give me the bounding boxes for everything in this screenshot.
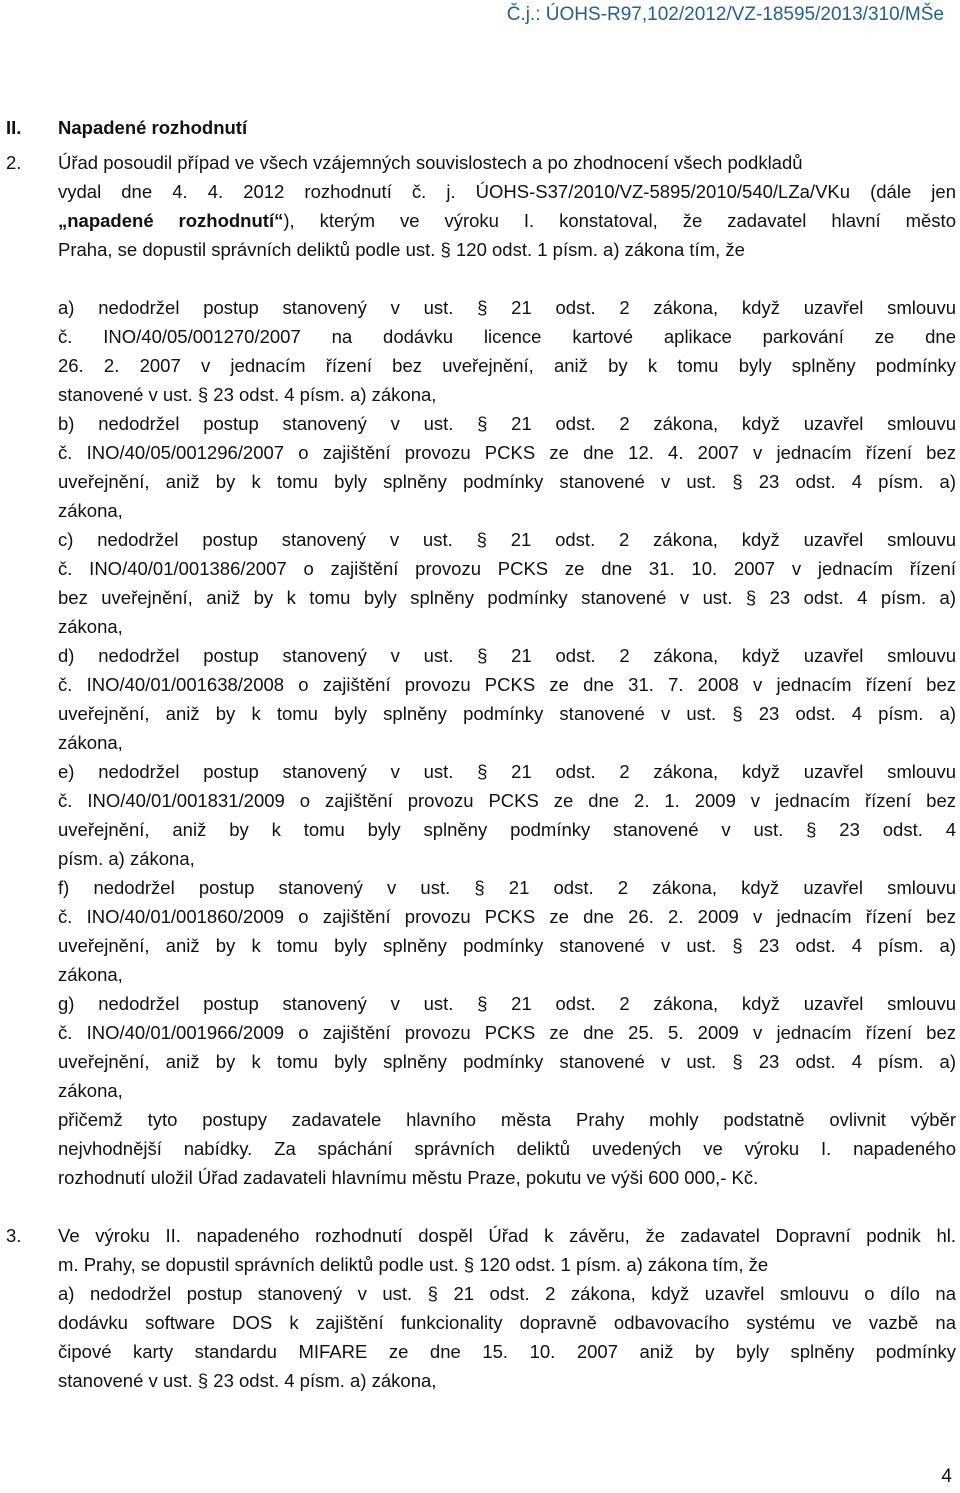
item-d-line: zákona, <box>58 732 123 753</box>
section-number: II. <box>6 117 22 138</box>
paragraph-3-line: Ve výroku II. napadeného rozhodnutí dospěl Úřad k závěru, že zadavatel Dopravní podnik hl. <box>58 1225 956 1246</box>
item-g-line: uveřejnění, aniž by k tomu byly splněny podmínky stanovené v ust. § 23 odst. 4 písm. a) <box>58 1051 956 1072</box>
item-g-line: č. INO/40/01/001966/2009 o zajištění provozu PCKS ze dne 25. 5. 2009 v jednacím řízení bez <box>58 1022 956 1043</box>
section-title: Napadené rozhodnutí <box>58 117 248 138</box>
item-a-line: 26. 2. 2007 v jednacím řízení bez uveřejnění, aniž by k tomu byly splněny podmínky <box>58 355 956 376</box>
paragraph-3-line: čipové karty standardu MIFARE ze dne 15. 10. 2007 aniž by byly splněny podmínky <box>58 1341 956 1362</box>
item-f-line: uveřejnění, aniž by k tomu byly splněny podmínky stanovené v ust. § 23 odst. 4 písm. a) <box>58 935 956 956</box>
paragraph-2-line: „napadené rozhodnutí“), kterým ve výroku I. konstatoval, že zadavatel hlavní město <box>58 210 956 231</box>
item-c-line: zákona, <box>58 616 123 637</box>
paragraph-2-line: Praha, se dopustil správních deliktů podle ust. § 120 odst. 1 písm. a) zákona tím, že <box>58 239 745 260</box>
item-e-line: písm. a) zákona, <box>58 848 195 869</box>
item-f-line: f) nedodržel postup stanovený v ust. § 21 odst. 2 zákona, když uzavřel smlouvu <box>58 877 956 898</box>
item-e-line: e) nedodržel postup stanovený v ust. § 21 odst. 2 zákona, když uzavřel smlouvu <box>58 761 956 782</box>
item-g-line: zákona, <box>58 1080 123 1101</box>
item-d-line: uveřejnění, aniž by k tomu byly splněny podmínky stanovené v ust. § 23 odst. 4 písm. a) <box>58 703 956 724</box>
paragraph-3-line: stanovené v ust. § 23 odst. 4 písm. a) zákona, <box>58 1370 437 1391</box>
page-number: 4 <box>941 1466 952 1487</box>
paragraph-3-line: m. Prahy, se dopustil správních deliktů podle ust. § 120 odst. 1 písm. a) zákona tím, že <box>58 1254 769 1275</box>
closing-line: přičemž tyto postupy zadavatele hlavního města Prahy mohly podstatně ovlivnit výběr <box>58 1109 956 1130</box>
item-b-line: uveřejnění, aniž by k tomu byly splněny podmínky stanovené v ust. § 23 odst. 4 písm. a) <box>58 471 956 492</box>
page-header-reference: Č.j.: ÚOHS-R97,102/2012/VZ-18595/2013/310/MŠe <box>506 4 944 25</box>
paragraph-3-number: 3. <box>6 1225 22 1246</box>
item-d-line: d) nedodržel postup stanovený v ust. § 21 odst. 2 zákona, když uzavřel smlouvu <box>58 645 956 666</box>
item-g-line: g) nedodržel postup stanovený v ust. § 21 odst. 2 zákona, když uzavřel smlouvu <box>58 993 956 1014</box>
paragraph-3-line: dodávku software DOS k zajištění funkcionality dopravně odbavovacího systému ve vazbě na <box>58 1312 956 1333</box>
item-a-line: stanovené v ust. § 23 odst. 4 písm. a) zákona, <box>58 384 437 405</box>
item-e-line: č. INO/40/01/001831/2009 o zajištění provozu PCKS ze dne 2. 1. 2009 v jednacím řízení bez <box>58 790 956 811</box>
paragraph-2-line: Úřad posoudil případ ve všech vzájemných souvislostech a po zhodnocení všech podkladů <box>58 152 803 173</box>
item-d-line: č. INO/40/01/001638/2008 o zajištění provozu PCKS ze dne 31. 7. 2008 v jednacím řízení bez <box>58 674 956 695</box>
paragraph-2-number: 2. <box>6 152 22 173</box>
item-c-line: bez uveřejnění, aniž by k tomu byly splněny podmínky stanovené v ust. § 23 odst. 4 písm. a) <box>58 587 956 608</box>
paragraph-3-line: a) nedodržel postup stanovený v ust. § 21 odst. 2 zákona, když uzavřel smlouvu o dílo na <box>58 1283 956 1304</box>
napadene-rozhodnuti-term: „napadené rozhodnutí“ <box>58 210 284 231</box>
item-f-line: zákona, <box>58 964 123 985</box>
item-c-line: č. INO/40/01/001386/2007 o zajištění provozu PCKS ze dne 31. 10. 2007 v jednacím řízení <box>58 558 956 579</box>
item-a-line: a) nedodržel postup stanovený v ust. § 21 odst. 2 zákona, když uzavřel smlouvu <box>58 297 956 318</box>
item-a-line: č. INO/40/05/001270/2007 na dodávku licence kartové aplikace parkování ze dne <box>58 326 956 347</box>
item-e-line: uveřejnění, aniž by k tomu byly splněny podmínky stanovené v ust. § 23 odst. 4 <box>58 819 956 840</box>
item-b-line: č. INO/40/05/001296/2007 o zajištění provozu PCKS ze dne 12. 4. 2007 v jednacím řízení bez <box>58 442 956 463</box>
paragraph-2-line: vydal dne 4. 4. 2012 rozhodnutí č. j. ÚOHS-S37/2010/VZ-5895/2010/540/LZa/VKu (dále jen <box>58 181 956 202</box>
closing-line: nejvhodnější nabídky. Za spáchání správních deliktů uvedených ve výroku I. napadeného <box>58 1138 956 1159</box>
item-f-line: č. INO/40/01/001860/2009 o zajištění provozu PCKS ze dne 26. 2. 2009 v jednacím řízení bez <box>58 906 956 927</box>
item-b-line: b) nedodržel postup stanovený v ust. § 21 odst. 2 zákona, když uzavřel smlouvu <box>58 413 956 434</box>
item-b-line: zákona, <box>58 500 123 521</box>
closing-line: rozhodnutí uložil Úřad zadavateli hlavnímu městu Praze, pokutu ve výši 600 000,- Kč. <box>58 1167 759 1188</box>
item-c-line: c) nedodržel postup stanovený v ust. § 21 odst. 2 zákona, když uzavřel smlouvu <box>58 529 956 550</box>
